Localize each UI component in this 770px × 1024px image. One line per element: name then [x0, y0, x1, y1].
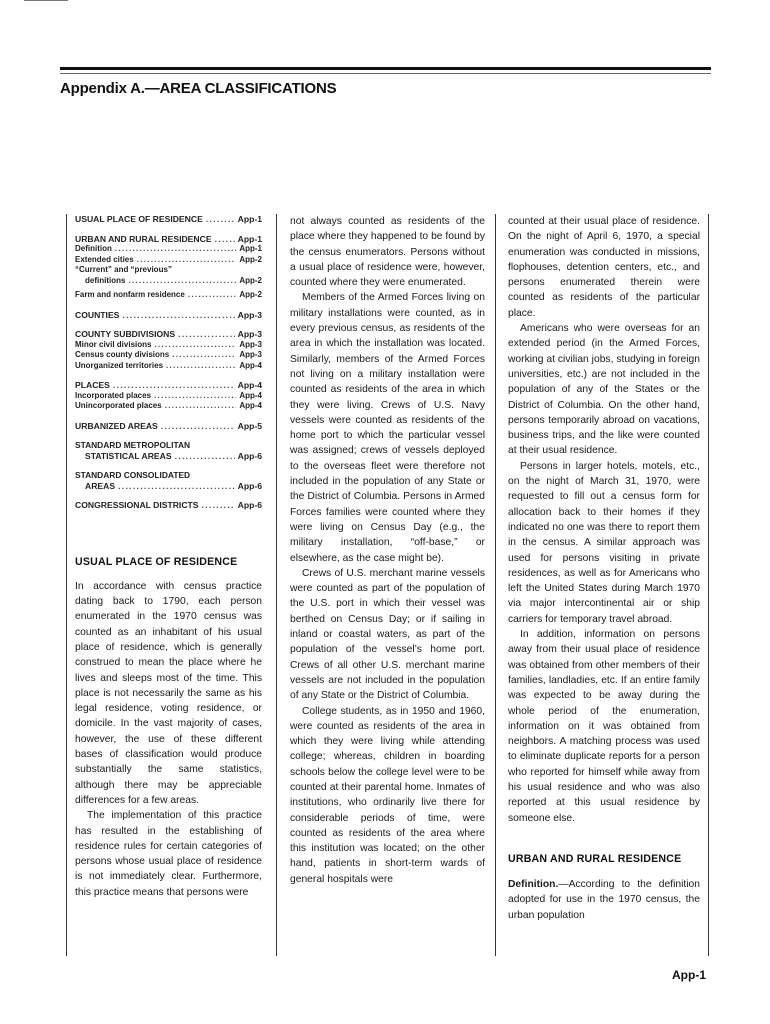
toc-entry-farm-nonfarm[interactable]: Farm and nonfarm residence ..... App-2: [75, 290, 262, 301]
toc-entry-urbanized-areas[interactable]: URBANIZED AREAS ..... App-5: [75, 421, 262, 432]
toc-entry-usual-residence[interactable]: USUAL PLACE OF RESIDENCE ..... App-1: [75, 214, 262, 225]
toc-entry-congressional-districts[interactable]: CONGRESSIONAL DISTRICTS ..... App-6: [75, 500, 262, 511]
toc-entry-census-county-divisions[interactable]: Census county divisions ..... App-3: [75, 350, 262, 361]
section-heading-urban-rural: URBAN AND RURAL RESIDENCE: [508, 852, 682, 865]
toc-entry-unorganized-territories[interactable]: Unorganized territories ..... App-4: [75, 361, 262, 372]
definition-text: —According to the definition adopted for use in the 1970 census, the urban population: [508, 879, 700, 921]
header-rule: [60, 67, 711, 70]
toc-entry-extended-cities[interactable]: Extended cities ..... App-2: [75, 255, 262, 266]
toc-entry-current-previous[interactable]: “Current” and “previous” definitions ..... App-2: [75, 265, 262, 286]
paragraph: counted at their usual place of residence. On the night of April 6, 1970, a special enumeration was conducted in missions, flophouses, detention centers, etc., and persons enumerated therein were counted as residents of the particular place.: [508, 216, 700, 319]
definition-label: Definition.: [508, 879, 559, 891]
paragraph: The implementation of this practice has resulted in the establishing of residence rules for certain categories of persons whose usual place of residence is not immediately clear. Furthermore, this practice means that persons were: [75, 810, 262, 898]
toc-entry-counties[interactable]: COUNTIES ..... App-3: [75, 310, 262, 321]
toc-entry-consolidated-areas[interactable]: STANDARD CONSOLIDATED AREAS ..... App-6: [75, 470, 262, 491]
column-rule-mid-left: [276, 214, 277, 956]
toc-entry-definition[interactable]: Definition ..... App-1: [75, 244, 262, 255]
paragraph: In addition, information on persons away from their usual place of residence was obtained from other members of their families, landladies, etc. If an entire family was expected to be away during the whole period of the enumeration, information on it was obtained from neighbors. A matching process was used to eliminate duplicate reports for a person who reported for himself while away from his usual residence and who was also reported at this usual residence by someone else.: [508, 629, 700, 824]
toc-entry-county-subdivisions[interactable]: COUNTY SUBDIVISIONS ..... App-3: [75, 329, 262, 340]
header-rule-thin: [60, 73, 711, 74]
left-column: [75, 214, 262, 900]
toc-entry-minor-civil-divisions[interactable]: Minor civil divisions ..... App-3: [75, 340, 262, 351]
paragraph: not always counted as residents of the place where they happened to be found by the census enumerators. Persons without a usual place of residence were, however, counted where they were enumerated.: [290, 216, 485, 289]
right-column: [508, 214, 700, 923]
section-heading-usual-residence: USUAL PLACE OF RESIDENCE: [75, 555, 238, 568]
toc-entry-smsa[interactable]: STANDARD METROPOLITAN STATISTICAL AREAS ..... App-6: [75, 440, 262, 461]
definition-paragraph: [508, 877, 700, 923]
column-rule-right: [708, 214, 709, 956]
paragraph: College students, as in 1950 and 1960, were counted as residents of the area in which they were living while attending college; whereas, children in boarding schools below the college level were to be counted at their parental home. Inmates of institutions, who ordinarily live there for considerable periods of time, were counted as residents of the area where this institution was located; on the other hand, patients in short-term wards of general hospitals were: [290, 705, 485, 885]
toc-entry-incorporated-places[interactable]: Incorporated places ..... App-4: [75, 391, 262, 402]
column-rule-mid-right: [495, 214, 496, 956]
paragraph: Members of the Armed Forces living on military installations were counted, as in every previous census, as residents of the area in which the installation was located. Similarly, members of the Armed Forces not living on a military installation were counted as residents of the area in which they were living. Crews of U.S. Navy vessels were counted as residents of the home port to which the particular vessel was assigned; crews of vessels deployed to the overseas fleet were therefore not included in the population of any State or the District of Columbia. Persons in Armed Forces families were counted where they were living on Census Day (e.g., the military installation, “off-base,” or elsewhere, as the case might be).: [290, 292, 485, 564]
paragraph: Persons in larger hotels, motels, etc., on the night of March 31, 1970, were requested to fill out a census form for allocation back to their homes if they indicated no one was there to report them in the census. A similar approach was used for persons visiting in private residences, as well as for Americans who left the United States during March 1970 via major intercontinental air or ship carriers for temporary travel abroad.: [508, 460, 700, 625]
paragraph: In accordance with census practice dating back to 1790, each person enumerated in the 1970 census was counted as an inhabitant of his usual place of residence, which is generally construed to mean the place where he lives and sleeps most of the time. This place is not necessarily the same as his legal residence, voting residence, or domicile. In the vast majority of cases, however, the use of these different bases of classification would produce substantially the same statistics, although there may be appreciable differences for a few areas.: [75, 580, 262, 806]
corner-crop-mark: [24, 0, 68, 1]
paragraph: Crews of U.S. merchant marine vessels were counted as part of the population of the U.S. port in which their vessel was berthed on Census Day; or if sailing in inland or coastal waters, as part of the population of the vessel’s home port. Crews of all other U.S. merchant marine vessels are not included in the population of any State or the District of Columbia.: [290, 567, 485, 702]
toc-entry-urban-rural[interactable]: URBAN AND RURAL RESIDENCE ..... App-1: [75, 234, 262, 245]
table-of-contents: [75, 214, 262, 511]
middle-column: [290, 214, 485, 887]
toc-entry-unincorporated-places[interactable]: Unincorporated places ..... App-4: [75, 401, 262, 412]
column-rule-left: [66, 214, 67, 956]
page-number: App-1: [672, 968, 706, 982]
toc-entry-places[interactable]: PLACES ..... App-4: [75, 380, 262, 391]
paragraph: Americans who were overseas for an extended period (in the Armed Forces, working at civilian jobs, studying in foreign universities, etc.) are not included in the population of any of the States or the District of Columbia. On the other hand, persons temporarily abroad on vacations, business trips, and the like were counted at their usual residence.: [508, 323, 700, 457]
page-title: Appendix A.—AREA CLASSIFICATIONS: [60, 80, 337, 97]
